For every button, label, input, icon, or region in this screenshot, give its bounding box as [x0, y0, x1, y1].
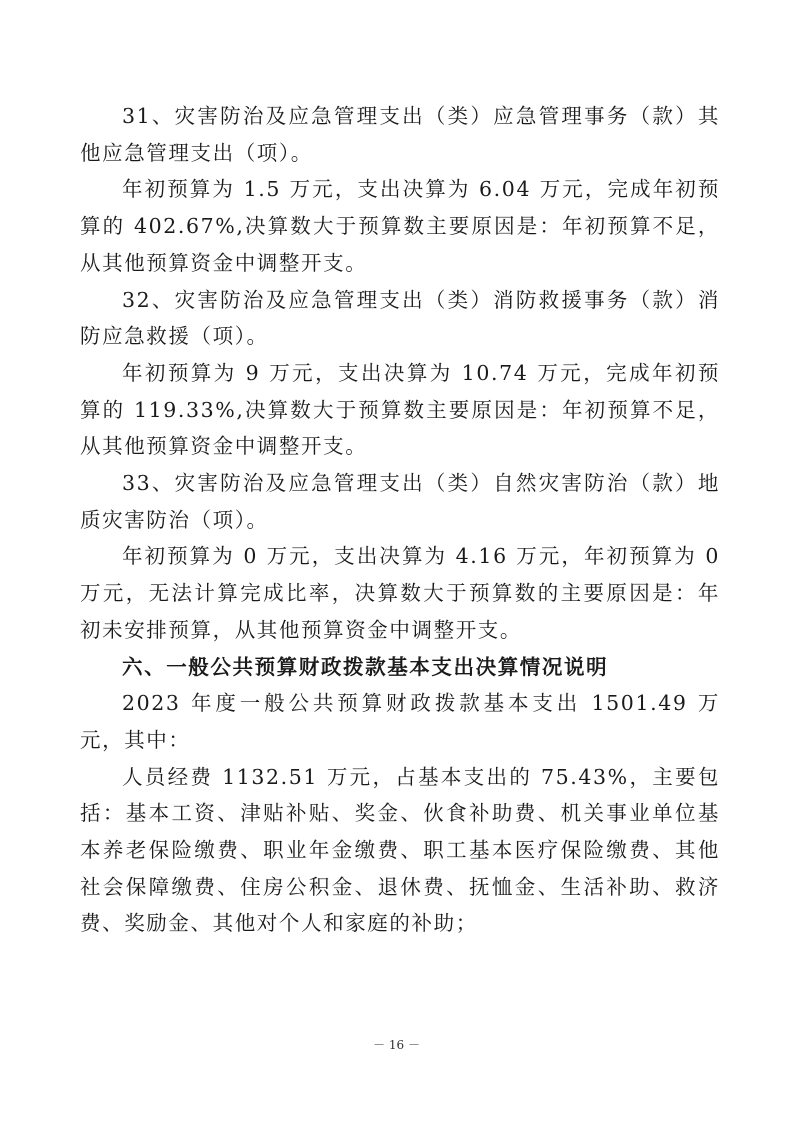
paragraph-item-32-detail: 年初预算为 9 万元，支出决算为 10.74 万元，完成年初预算的 119.33%,决算数大于预算数主要原因是：年初预算不足，从其他预算资金中调整开支。: [80, 360, 720, 459]
paragraph-personnel-expenses: 人员经费 1132.51 万元，占基本支出的 75.43%，主要包括：基本工资、津贴补贴、奖金、伙食补助费、机关事业单位基本养老保险缴费、职业年金缴费、职工基本医疗保险缴费、其他社会保障缴费、住房公积金、退休费、抚恤金、生活补助、救济费、奖励金、其他对个人和家庭的补助；: [80, 764, 720, 936]
section-heading: 六、一般公共预算财政拨款基本支出决算情况说明: [122, 654, 609, 679]
paragraph-item-31-detail: 年初预算为 1.5 万元，支出决算为 6.04 万元，完成年初预算的 402.67%,决算数大于预算数主要原因是：年初预算不足，从其他预算资金中调整开支。: [80, 177, 720, 275]
paragraph-item-33-detail: 年初预算为 0 万元，支出决算为 4.16 万元，年初预算为 0 万元，无法计算完成比率，决算数大于预算数的主要原因是：年初未安排预算，从其他预算资金中调整开支。: [80, 544, 720, 642]
document-body: [80, 98, 720, 942]
paragraph-item-31-title: 31、灾害防治及应急管理支出（类）应急管理事务（款）其他应急管理支出（项）。: [80, 104, 720, 165]
page-number: － 16 －: [373, 1038, 420, 1052]
paragraph-basic-expenditure: 2023 年度一般公共预算财政拨款基本支出 1501.49 万元，其中：: [80, 691, 720, 752]
paragraph-item-33-title: 33、灾害防治及应急管理支出（类）自然灾害防治（款）地质灾害防治（项）。: [80, 471, 720, 532]
paragraph-item-32-title: 32、灾害防治及应急管理支出（类）消防救援事务（款）消防应急救援（项）。: [80, 287, 720, 349]
